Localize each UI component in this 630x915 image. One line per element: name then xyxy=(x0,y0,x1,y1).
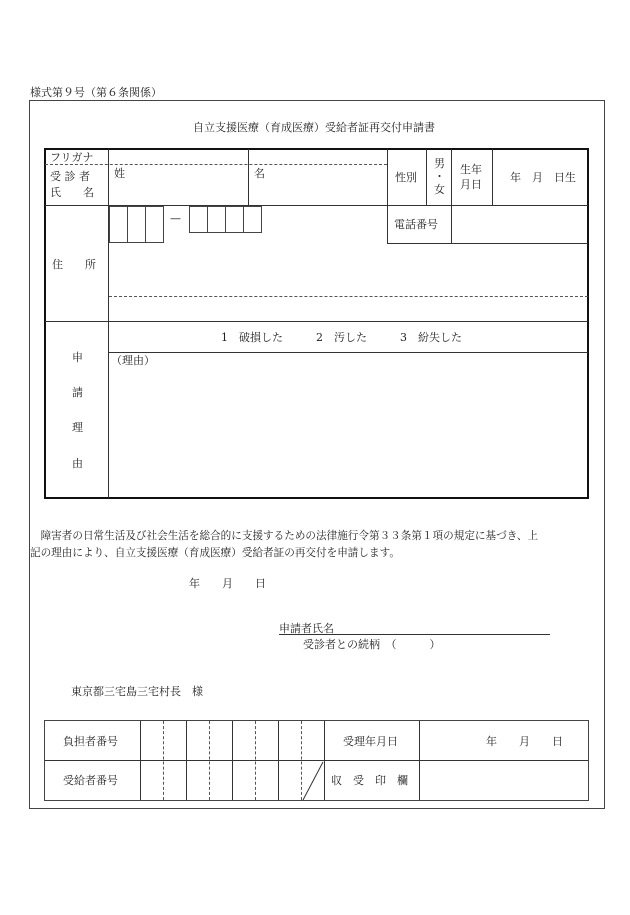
declaration-line-2: 記の理由により、自立支援医療（育成医療）受給者証の再交付を申請します。 xyxy=(30,547,400,559)
surname-given-divider xyxy=(248,149,249,205)
reason-detail-input[interactable] xyxy=(110,370,587,496)
number-cell-divider xyxy=(163,721,164,800)
stamp-label: 収 受 印 欄 xyxy=(331,774,408,787)
applicant-name-input[interactable] xyxy=(340,619,550,634)
number-cell-divider xyxy=(255,721,256,800)
surname-label: 姓 xyxy=(114,167,125,180)
furigana-label: フリガナ xyxy=(50,151,94,164)
gender-label-divider xyxy=(426,149,427,205)
form-title: 自立支援医療（育成医療）受給者証再交付申請書 xyxy=(193,121,435,134)
unused-cell-slash xyxy=(301,761,325,801)
received-date-label: 受理年月日 xyxy=(343,735,398,748)
postal-code-dash: — xyxy=(170,212,181,225)
gender-option-male: 男 xyxy=(434,157,445,170)
relation-label: 受診者との続柄 （ ） xyxy=(303,638,441,651)
birth-label-divider xyxy=(492,149,493,205)
patient-name-label-2: 氏 名 xyxy=(50,186,94,199)
furigana-divider xyxy=(45,164,387,165)
address-input-area[interactable] xyxy=(110,245,587,319)
recipient-number-label: 受給者番号 xyxy=(63,774,118,787)
gender-option-separator: ・ xyxy=(434,170,445,183)
birth-label-2: 月日 xyxy=(460,178,482,191)
postal-code-digit-5[interactable] xyxy=(207,206,226,233)
birth-date-format: 年 月 日生 xyxy=(510,171,576,184)
row-divider-reason-options xyxy=(109,352,588,353)
reason-options[interactable]: 1 破損した 2 汚した 3 紛失した xyxy=(221,331,462,344)
gender-option-female: 女 xyxy=(434,183,445,196)
addressee: 東京都三宅島三宅村長 様 xyxy=(71,685,203,698)
reason-label-char-1: 申 xyxy=(72,351,83,364)
phone-label: 電話番号 xyxy=(394,218,438,231)
postal-code-digit-4[interactable] xyxy=(189,206,208,233)
row-divider-phone xyxy=(387,243,588,244)
number-cell-divider xyxy=(209,721,210,800)
gender-label: 性別 xyxy=(395,171,417,184)
payer-number-label: 負担者番号 xyxy=(63,735,118,748)
number-cell-divider xyxy=(278,721,279,800)
applicant-name-underline xyxy=(279,634,550,635)
office-label-divider xyxy=(140,721,141,800)
postal-code-digit-3[interactable] xyxy=(145,206,164,243)
postal-code-digit-2[interactable] xyxy=(127,206,146,243)
postal-code-digit-6[interactable] xyxy=(225,206,244,233)
reason-label-char-4: 由 xyxy=(72,457,83,470)
number-cell-divider xyxy=(232,721,233,800)
postal-code-digit-1[interactable] xyxy=(109,206,128,243)
postal-code-digit-7[interactable] xyxy=(243,206,262,233)
office-value-divider xyxy=(419,721,420,800)
applicant-name-label: 申請者氏名 xyxy=(279,622,334,635)
address-label: 住 所 xyxy=(52,258,96,271)
phone-input-area[interactable] xyxy=(453,207,587,242)
name-gender-divider xyxy=(387,149,388,243)
reason-label-char-3: 理 xyxy=(72,421,83,434)
reason-label-char-2: 請 xyxy=(72,386,83,399)
given-name-label: 名 xyxy=(254,167,265,180)
received-date-format: 年 月 日 xyxy=(486,735,563,748)
birth-label-1: 生年 xyxy=(460,163,482,176)
declaration-line-1: 障害者の日常生活及び社会生活を総合的に支援するための法律施行令第３３条第１項の規定に基づき、上 xyxy=(30,530,539,542)
row-divider-address xyxy=(45,321,588,322)
label-column-divider xyxy=(108,149,109,498)
form-number: 様式第９号（第６条関係） xyxy=(30,86,162,99)
reason-detail-label: （理由） xyxy=(111,354,155,367)
number-cell-divider xyxy=(186,721,187,800)
application-date[interactable]: 年 月 日 xyxy=(189,577,266,590)
gender-birth-divider xyxy=(451,149,452,243)
patient-name-label-1: 受 診 者 xyxy=(50,170,90,183)
